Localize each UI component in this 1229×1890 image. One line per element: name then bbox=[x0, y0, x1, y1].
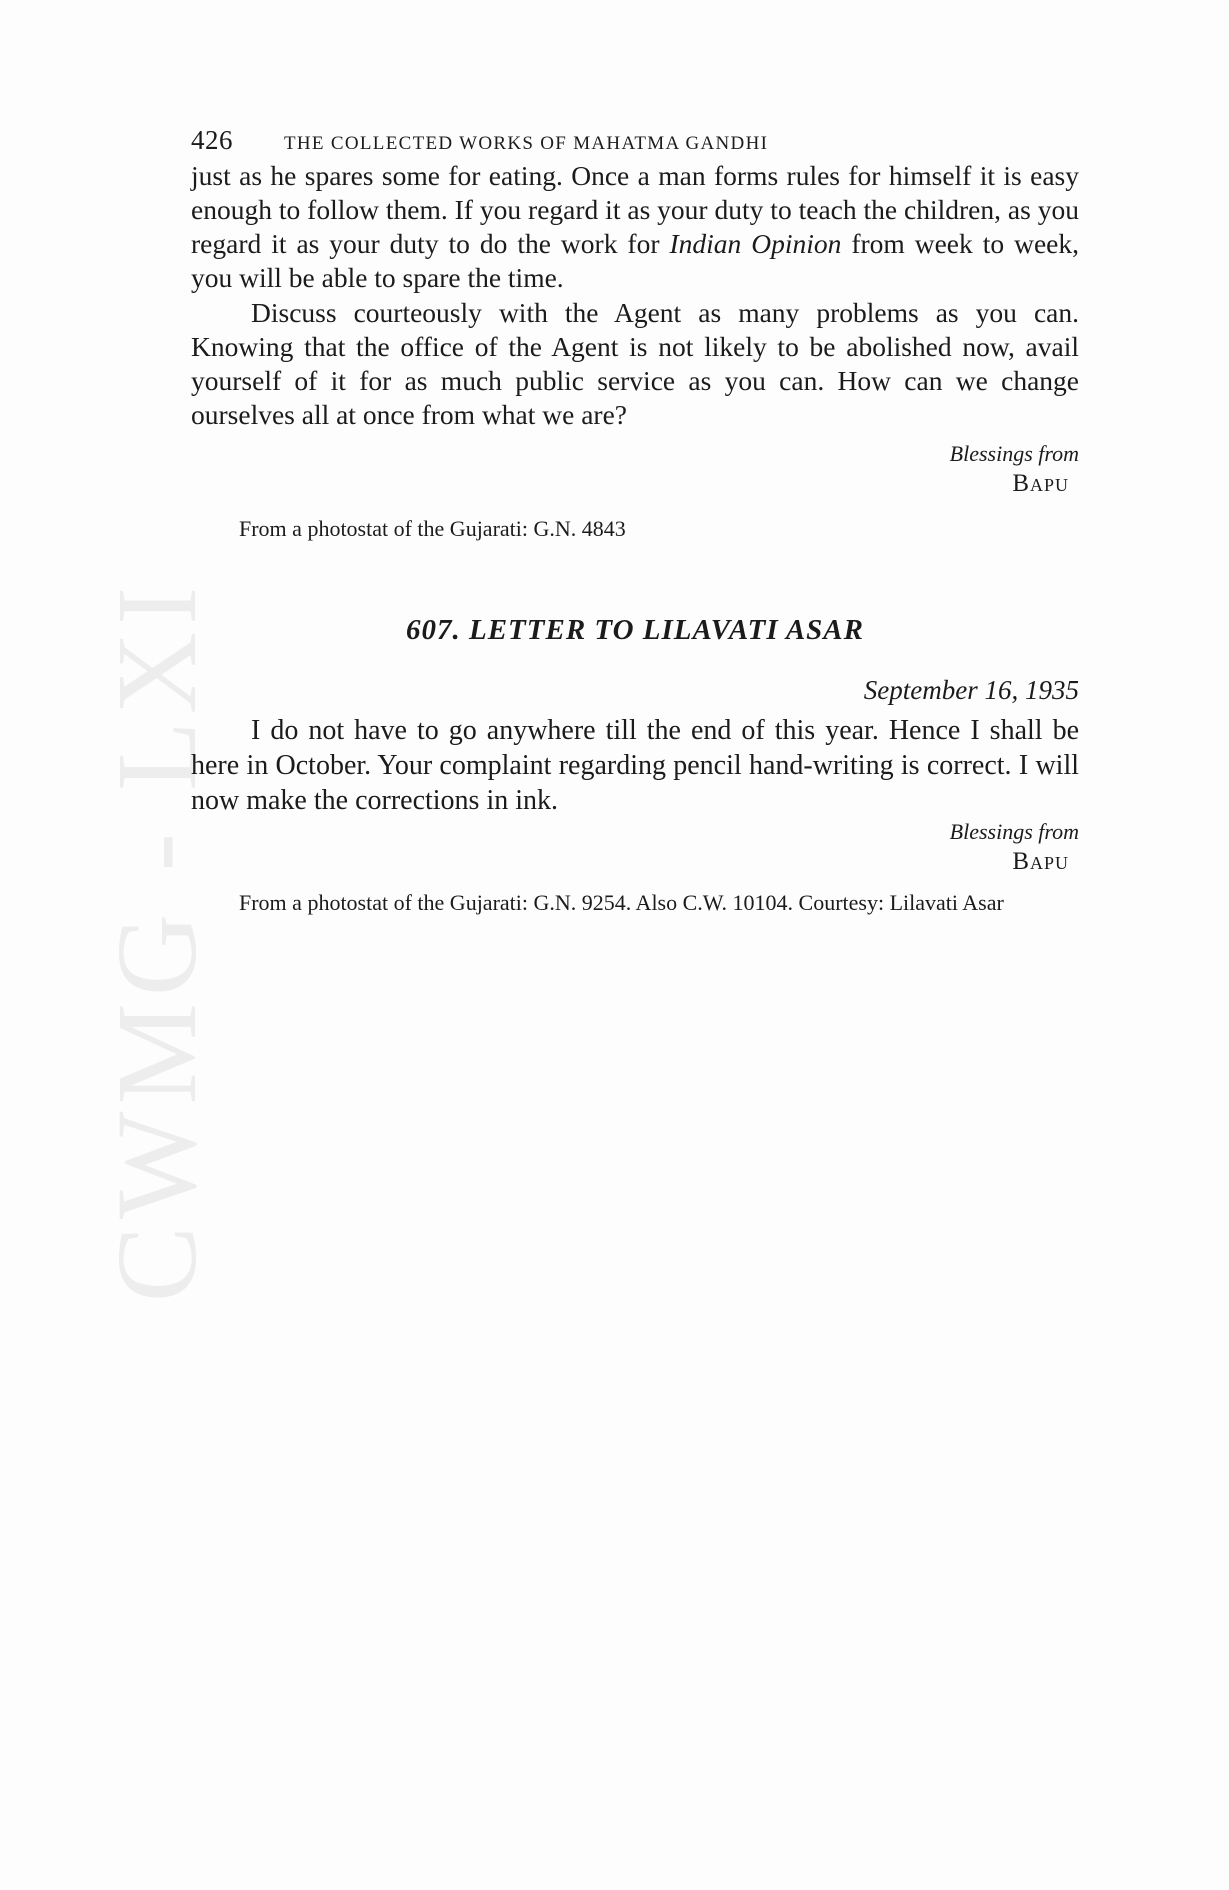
running-title: THE COLLECTED WORKS OF MAHATMA GANDHI bbox=[284, 133, 769, 154]
closing bbox=[191, 818, 1079, 878]
page-content bbox=[191, 125, 1079, 920]
watermark-text: CWMG - LXI bbox=[93, 579, 220, 1303]
publication-title: Indian Opinion bbox=[669, 228, 842, 259]
continued-paragraph bbox=[191, 159, 1079, 295]
signature: Bapu bbox=[1012, 470, 1069, 497]
closing bbox=[191, 440, 1079, 500]
paragraph-text: just as he spares some for eating. Once a man forms rules for himself it is easy enough to follow them. If you regard it as your duty to teach the children, as you regard it as your duty to do the work for bbox=[191, 160, 1079, 259]
blessing-line: Blessings from bbox=[949, 441, 1079, 466]
blessing-line: Blessings from bbox=[949, 819, 1079, 844]
letter-date: September 16, 1935 bbox=[863, 675, 1079, 705]
letter-paragraph: I do not have to go anywhere till the end of this year. Hence I shall be here in October. Your complaint regarding pencil hand-writing is correct. I will now make the corrections in ink. bbox=[191, 715, 1079, 816]
running-head bbox=[191, 125, 1079, 159]
source-note: From a photostat of the Gujarati: G.N. 4843 bbox=[239, 516, 626, 541]
paragraph-text-end: from week to week, you will be able to spare the time. bbox=[191, 228, 1079, 293]
signature: Bapu bbox=[1012, 848, 1069, 875]
page-number: 426 bbox=[191, 125, 233, 155]
letter-heading: 607. LETTER TO LILAVATI ASAR bbox=[406, 614, 864, 646]
paragraph: Discuss courteously with the Agent as many problems as you can. Knowing that the office of the Agent is not likely to be abolished now, avail yourself of it for as much public service as you can. How can we change ourselves all at once from what we are? bbox=[191, 297, 1079, 430]
source-note: From a photostat of the Gujarati: G.N. 9254. Also C.W. 10104. Courtesy: Lilavati Asar bbox=[239, 890, 1004, 915]
